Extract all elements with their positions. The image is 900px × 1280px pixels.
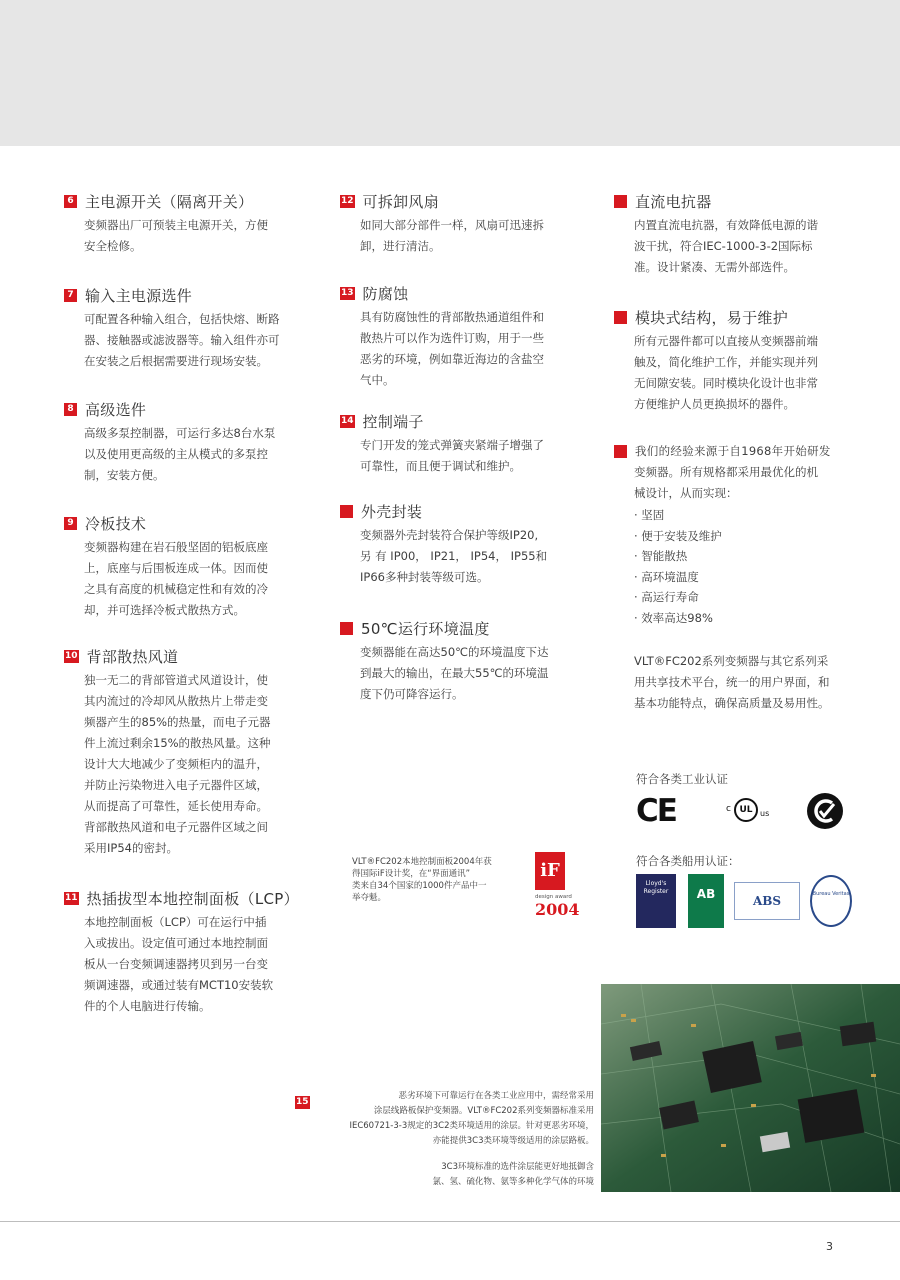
ul-us-text: us — [760, 809, 770, 818]
cul-us-logo — [726, 793, 776, 829]
red-square-marker — [614, 311, 627, 324]
section-title: 防腐蚀 — [362, 284, 409, 303]
if-red-block: iF — [535, 852, 565, 890]
body-line: VLT®FC202系列变频器与其它系列采 — [634, 654, 829, 668]
number-badge: 14 — [341, 415, 354, 426]
body-line: 无间隙安装。同时模块化设计也非常 — [634, 376, 818, 390]
number-badge: 9 — [64, 517, 77, 530]
body-line: 频器产生的85%的热量，而电子元器 — [84, 715, 271, 729]
body-line: 气中。 — [360, 373, 395, 387]
section-title: 高级选件 — [85, 400, 147, 419]
body-line: IP66多种封装等级可选。 — [360, 570, 489, 584]
red-square-marker — [614, 445, 627, 458]
body-line: 件的个人电脑进行传输。 — [84, 999, 211, 1013]
number-badge: 8 — [64, 403, 77, 416]
award-line: 得国际iF设计奖，在“界面通讯” — [352, 869, 471, 879]
body-line: 件上流过剩余15%的散热风量。这种 — [84, 736, 271, 750]
section-back-channel — [64, 645, 304, 859]
number-badge-15: 15 — [296, 1097, 309, 1107]
number-badge: 11 — [65, 892, 78, 903]
section-input-options — [64, 284, 304, 372]
body-line: 在安装之后根据需要进行现场安装。 — [84, 354, 268, 368]
bullet-item: · 高环境温度 — [634, 569, 699, 584]
body-line: 制，安装方便。 — [84, 468, 165, 482]
section-title: 模块式结构，易于维护 — [635, 308, 789, 327]
if-design-award-logo — [535, 852, 583, 932]
body-line: 本地控制面板（LCP）可在运行中插 — [84, 915, 267, 929]
bullet-item: · 坚固 — [634, 508, 665, 522]
caption-line: 3C3环境标准的选件涂层能更好地抵御含 — [441, 1162, 594, 1172]
lloyds-register-logo: Lloyd's Register — [636, 874, 676, 928]
industrial-cert-logos — [636, 792, 844, 830]
footer-divider — [0, 1221, 900, 1222]
caption-line: 恶劣环境下可靠运行在各类工业应用中，需经常采用 — [398, 1091, 594, 1101]
body-line: 以及使用更高级的主从模式的多泵控 — [84, 447, 268, 461]
body-line: 独一无二的背部管道式风道设计，使 — [84, 673, 268, 687]
ul-circle: UL — [734, 798, 758, 822]
section-title: 直流电抗器 — [635, 192, 712, 211]
body-line: 并防止污染物进入电子元器件区域， — [84, 778, 268, 792]
body-line: 可靠性，而且便于调试和维护。 — [360, 459, 521, 473]
ab-marine-logo: AB — [688, 874, 724, 928]
section-title: 冷板技术 — [85, 514, 147, 533]
award-line: 举夺魁。 — [352, 893, 387, 903]
section-platform — [614, 651, 854, 714]
abs-logo: ABS — [734, 882, 800, 920]
caption-line: 亦能提供3C3类环境等级适用的涂层路板。 — [432, 1136, 594, 1146]
body-line: 却，并可选择冷板式散热方式。 — [84, 603, 245, 617]
caption-line: 氯、氢、硫化物、氨等多种化学气体的环境 — [432, 1177, 594, 1187]
ul-c-text: c — [726, 804, 731, 814]
body-line: 恶劣的环境，例如靠近海边的含盐空 — [360, 352, 544, 366]
body-line: 内置直流电抗器，有效降低电源的谐 — [634, 218, 818, 232]
page-number: 3 — [826, 1240, 833, 1253]
section-title: 热插拔型本地控制面板（LCP） — [86, 889, 299, 908]
top-gray-band — [0, 0, 900, 146]
section-ambient-temp — [340, 617, 580, 705]
body-line: 波干扰，符合IEC-1000-3-2国际标 — [634, 239, 813, 253]
body-line: 卸，进行清洁。 — [360, 239, 441, 253]
section-title: 主电源开关（隔离开关） — [85, 192, 254, 211]
body-line: 专门开发的笼式弹簧夹紧端子增强了 — [360, 438, 544, 452]
body-line: 变频器能在高达50℃的环境温度下达 — [360, 645, 549, 659]
body-line: 设计大大地减少了变频柜内的温升， — [84, 757, 268, 771]
body-line: 器、接触器或滤波器等。输入组件亦可 — [84, 333, 280, 347]
section-main-switch — [64, 190, 304, 257]
number-badge: 6 — [64, 195, 77, 208]
number-badge: 10 — [65, 650, 78, 661]
body-line: 背部散热风道和电子元器件区域之间 — [84, 820, 268, 834]
award-line: 类来自34个国家的1000件产品中一 — [352, 881, 487, 891]
coating-caption-1 — [349, 1089, 594, 1149]
caption-line: IEC60721-3-3规定的3C2类环境适用的涂层。针对更恶劣环境， — [349, 1121, 594, 1131]
body-line: 入或拔出。设定值可通过本地控制面 — [84, 936, 268, 950]
body-line: 到最大的输出，在最大55℃的环境温 — [360, 666, 549, 680]
body-line: 安全检修。 — [84, 239, 142, 253]
body-line: 上，底座与后围板连成一体。因而使 — [84, 561, 268, 575]
number-badge: 12 — [341, 195, 354, 206]
section-title: 控制端子 — [362, 412, 424, 431]
section-cold-plate — [64, 512, 304, 621]
body-line: 变频器出厂可预装主电源开关，方便 — [84, 218, 268, 232]
experience-first-line: 我们的经验来源于自1968年开始研发 — [635, 444, 831, 458]
if-award-text — [352, 856, 530, 904]
body-line: 其内流过的冷却风从散热片上带走变 — [84, 694, 268, 708]
body-line: 变频器。所有规格都采用最优化的机 — [634, 465, 818, 479]
bureau-veritas-logo: Bureau Veritas — [810, 875, 852, 927]
body-line: 变频器构建在岩石般坚固的铝板底座 — [84, 540, 268, 554]
section-title: 可拆卸风扇 — [362, 192, 440, 211]
section-anticorrosion — [340, 282, 580, 391]
bullet-item: · 效率高达98% — [634, 610, 713, 625]
body-line: 另 有 IP00， IP21， IP54， IP55和 — [360, 549, 548, 563]
body-line: 之具有高度的机械稳定性和有效的冷 — [84, 582, 268, 596]
number-badge: 7 — [64, 289, 77, 302]
section-title: 外壳封装 — [361, 502, 423, 521]
body-line: 用共享技术平台，统一的用户界面，和 — [634, 675, 830, 689]
industrial-cert-label: 符合各类工业认证 — [636, 772, 728, 786]
if-award-year: 2004 — [535, 900, 580, 919]
bullet-item: · 高运行寿命 — [634, 590, 699, 604]
feature-bullet-list — [634, 505, 854, 628]
section-experience — [614, 440, 854, 628]
body-line: 所有元器件都可以直接从变频器前端 — [634, 334, 818, 348]
section-title: 输入主电源选件 — [85, 286, 193, 305]
section-title: 50℃运行环境温度 — [361, 619, 490, 638]
marine-cert-logos — [636, 874, 852, 928]
body-line: 可配置各种输入组合，包括快熔、断路 — [84, 312, 280, 326]
c-tick-logo — [806, 792, 844, 830]
section-advanced-options — [64, 398, 304, 486]
body-line: 准。设计紧凑、无需外部选件。 — [634, 260, 795, 274]
body-line: 触及，简化维护工作，并能实现并列 — [634, 355, 818, 369]
section-control-terminals — [340, 410, 580, 477]
coating-caption-2 — [432, 1160, 594, 1190]
bullet-item: · 便于安装及维护 — [634, 528, 722, 543]
body-line: 散热片可以作为选件订购，用于一些 — [360, 331, 544, 345]
body-line: 械设计，从而实现： — [634, 486, 738, 500]
body-line: 板从一台变频调速器拷贝到另一台变 — [84, 957, 268, 971]
body-line: 采用IP54的密封。 — [84, 841, 178, 855]
section-title: 背部散热风道 — [86, 647, 179, 666]
number-badge: 13 — [341, 287, 354, 298]
red-square-marker — [614, 195, 627, 208]
caption-line: 涂层线路板保护变频器。VLT®FC202系列变频器标准采用 — [373, 1106, 594, 1116]
section-dc-reactor — [614, 190, 854, 278]
body-line: 方便维护人员更换损坏的器件。 — [634, 397, 795, 411]
body-line: 从而提高了可靠性，延长使用寿命。 — [84, 799, 268, 813]
body-line: 变频器外壳封装符合保护等级IP20, — [360, 528, 539, 542]
section-removable-fan — [340, 190, 580, 257]
section-modular — [614, 306, 854, 415]
section-lcp — [64, 887, 304, 1017]
red-square-marker — [340, 622, 353, 635]
body-line: 如同大部分部件一样，风扇可迅速拆 — [360, 218, 544, 232]
marine-cert-label: 符合各类船用认证： — [636, 854, 740, 868]
award-line: VLT®FC202本地控制面板2004年获 — [352, 857, 492, 867]
body-line: 高级多泵控制器，可运行多达8台水泵 — [84, 426, 276, 440]
ce-mark-logo: CE — [636, 793, 676, 829]
bullet-item: · 智能散热 — [634, 549, 688, 563]
body-line: 基本功能特点，确保高质量及易用性。 — [634, 696, 830, 710]
red-square-marker — [340, 505, 353, 518]
body-line: 具有防腐蚀性的背部散热通道组件和 — [360, 310, 544, 324]
body-line: 度下仍可降容运行。 — [360, 687, 464, 701]
section-enclosure — [340, 500, 580, 588]
body-line: 频调速器，或通过装有MCT10安装软 — [84, 978, 274, 992]
if-award-subtitle: design award — [535, 894, 572, 900]
circuit-board-photo — [601, 984, 900, 1192]
